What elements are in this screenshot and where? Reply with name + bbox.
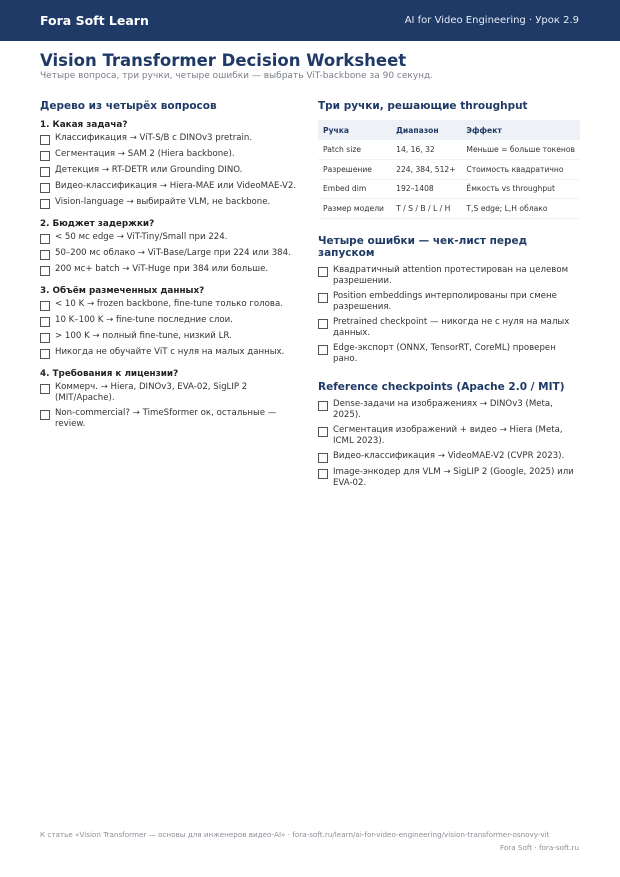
checkbox[interactable] — [318, 427, 328, 437]
checklist-item — [40, 133, 302, 145]
right-column — [318, 100, 580, 493]
knobs-col-effect: Эффект — [461, 120, 580, 140]
checkbox[interactable] — [40, 199, 50, 209]
table-cell: 224, 384, 512+ — [391, 160, 461, 180]
checkbox[interactable] — [40, 349, 50, 359]
checklist-item — [318, 399, 580, 421]
checkbox[interactable] — [40, 234, 50, 244]
checkbox[interactable] — [318, 345, 328, 355]
checklist-item-label: Vision-language → выбирайте VLM, не backbone. — [55, 197, 271, 207]
table-row — [318, 199, 580, 219]
checkpoints-heading: Reference checkpoints (Apache 2.0 / MIT) — [318, 380, 565, 393]
checklist-item-label: Никогда не обучайте ViT с нуля на малых данных. — [55, 347, 285, 357]
checklist-item-label: Квадратичный attention протестирован на целевом разрешении. — [333, 264, 569, 286]
checklist-item-label: Классификация → ViT-S/B с DINOv3 pretrain. — [55, 133, 253, 143]
question-title: 2. Бюджет задержки? — [40, 219, 155, 229]
checklist-item-label: 10 K–100 K → fine-tune последние слои. — [55, 315, 233, 325]
checklist-item — [40, 331, 302, 343]
checkbox[interactable] — [318, 293, 328, 303]
checklist-item-label: 50–200 мс облако → ViT-Base/Large при 224 или 384. — [55, 248, 291, 258]
table-cell: T,S edge; L,H облако — [461, 199, 580, 219]
page-subtitle: Четыре вопроса, три ручки, четыре ошибки — выбрать ViT-backbone за 90 секунд. — [40, 71, 434, 81]
table-row — [318, 179, 580, 199]
question-title: 4. Требования к лицензии? — [40, 369, 179, 379]
checkbox[interactable] — [40, 266, 50, 276]
checkbox[interactable] — [40, 151, 50, 161]
question-title: 3. Объём размеченных данных? — [40, 286, 205, 296]
table-cell: Embed dim — [318, 179, 391, 199]
table-cell: 14, 16, 32 — [391, 140, 461, 160]
knobs-col-range: Диапазон — [391, 120, 461, 140]
checklist-item-label: Non-commercial? → TimeSformer ок, остальные — review. — [55, 408, 277, 429]
checklist-item-label: Edge-экспорт (ONNX, TensorRT, CoreML) проверен рано. — [333, 342, 556, 364]
checklist-item — [40, 165, 302, 177]
checklist-item — [318, 265, 580, 287]
table-cell: 192–1408 — [391, 179, 461, 199]
mistakes-section — [318, 235, 580, 365]
checklist-item-label: > 100 K → полный fine-tune, низкий LR. — [55, 331, 232, 341]
checkbox[interactable] — [40, 384, 50, 394]
checklist-item — [40, 248, 302, 260]
checklist-item-label: Сегментация → SAM 2 (Hiera backbone). — [55, 149, 235, 159]
checklist-item — [40, 382, 302, 404]
checkpoints-section — [318, 381, 580, 489]
table-cell: Меньше = больше токенов — [461, 140, 580, 160]
checklist-item — [40, 315, 302, 327]
checklist-item-label: Коммерч. → Hiera, DINOv3, EVA-02, SigLIP 2 (MIT/Apache). — [55, 382, 248, 403]
checkbox[interactable] — [318, 453, 328, 463]
mistakes-heading: Четыре ошибки — чек-лист перед запуском — [318, 234, 528, 259]
checklist-item-label: 200 мс+ batch → ViT-Huge при 384 или больше. — [55, 264, 269, 274]
footer-source: К статье «Vision Transformer — основы для инженеров видео-AI» · fora-soft.ru/learn/ai-for-video-engineering/vision-transformer-osnovy-vit — [40, 830, 550, 839]
checklist-item — [40, 232, 302, 244]
left-column — [40, 100, 302, 434]
knobs-table-header-row — [318, 120, 580, 140]
checklist-item — [40, 299, 302, 311]
checklist-item — [40, 149, 302, 161]
checkbox[interactable] — [40, 135, 50, 145]
checklist-item-label: < 10 K → frozen backbone, fine-tune только голова. — [55, 299, 283, 309]
table-cell: Patch size — [318, 140, 391, 160]
checklist-item-label: Видео-классификация → VideoMAE-V2 (CVPR 2023). — [333, 450, 565, 461]
checkpoints-checklist — [318, 399, 580, 489]
table-cell: T / S / B / L / H — [391, 199, 461, 219]
checklist-item — [318, 467, 580, 489]
checklist-item — [318, 451, 580, 463]
question-title: 1. Какая задача? — [40, 120, 128, 130]
checkbox[interactable] — [40, 183, 50, 193]
checklist-item — [40, 264, 302, 276]
checkbox[interactable] — [318, 267, 328, 277]
tree-heading: Дерево из четырёх вопросов — [40, 100, 217, 112]
checkbox[interactable] — [40, 333, 50, 343]
checkbox[interactable] — [40, 317, 50, 327]
table-row — [318, 140, 580, 160]
knobs-heading: Три ручки, решающие throughput — [318, 100, 528, 112]
question-tree — [40, 120, 302, 430]
page-title: Vision Transformer Decision Worksheet — [40, 51, 407, 70]
checkbox[interactable] — [318, 401, 328, 411]
checklist-item — [318, 291, 580, 313]
table-cell: Стоимость квадратично — [461, 160, 580, 180]
table-cell: Размер модели — [318, 199, 391, 219]
checklist-item-label: Сегментация изображений + видео → Hiera (Meta, ICML 2023). — [333, 424, 563, 446]
table-cell: Ёмкость vs throughput — [461, 179, 580, 199]
checklist-item-label: Image-энкодер для VLM → SigLIP 2 (Google, 2025) или EVA-02. — [333, 466, 574, 488]
checkbox[interactable] — [40, 167, 50, 177]
checklist-item-label: Детекция → RT-DETR или Grounding DINO. — [55, 165, 243, 175]
brand-name: Fora Soft Learn — [40, 13, 149, 28]
footer-brand: Fora Soft · fora-soft.ru — [500, 843, 579, 852]
top-header-bar — [0, 0, 620, 41]
checkbox[interactable] — [40, 301, 50, 311]
lesson-label: AI for Video Engineering · Урок 2.9 — [404, 15, 579, 26]
knobs-table — [318, 120, 580, 219]
checklist-item — [40, 347, 302, 359]
table-row — [318, 160, 580, 180]
checkbox[interactable] — [318, 469, 328, 479]
checkbox[interactable] — [40, 410, 50, 420]
checklist-item-label: Dense-задачи на изображениях → DINOv3 (Meta, 2025). — [333, 398, 553, 420]
checklist-item-label: Видео-классификация → Hiera-MAE или VideoMAE-V2. — [55, 181, 297, 191]
checklist-item — [318, 425, 580, 447]
mistakes-checklist — [318, 265, 580, 365]
checklist-item — [40, 181, 302, 193]
checklist-item — [40, 408, 302, 430]
checklist-item-label: Position embeddings интерполированы при смене разрешения. — [333, 290, 557, 312]
checklist-item — [318, 343, 580, 365]
table-cell: Разрешение — [318, 160, 391, 180]
checkbox[interactable] — [40, 250, 50, 260]
checklist-item — [40, 197, 302, 209]
knobs-col-knob: Ручка — [318, 120, 391, 140]
checkbox[interactable] — [318, 319, 328, 329]
checklist-item-label: < 50 мс edge → ViT-Tiny/Small при 224. — [55, 232, 228, 242]
checklist-item-label: Pretrained checkpoint — никогда не с нуля на малых данных. — [333, 316, 570, 338]
checklist-item — [318, 317, 580, 339]
